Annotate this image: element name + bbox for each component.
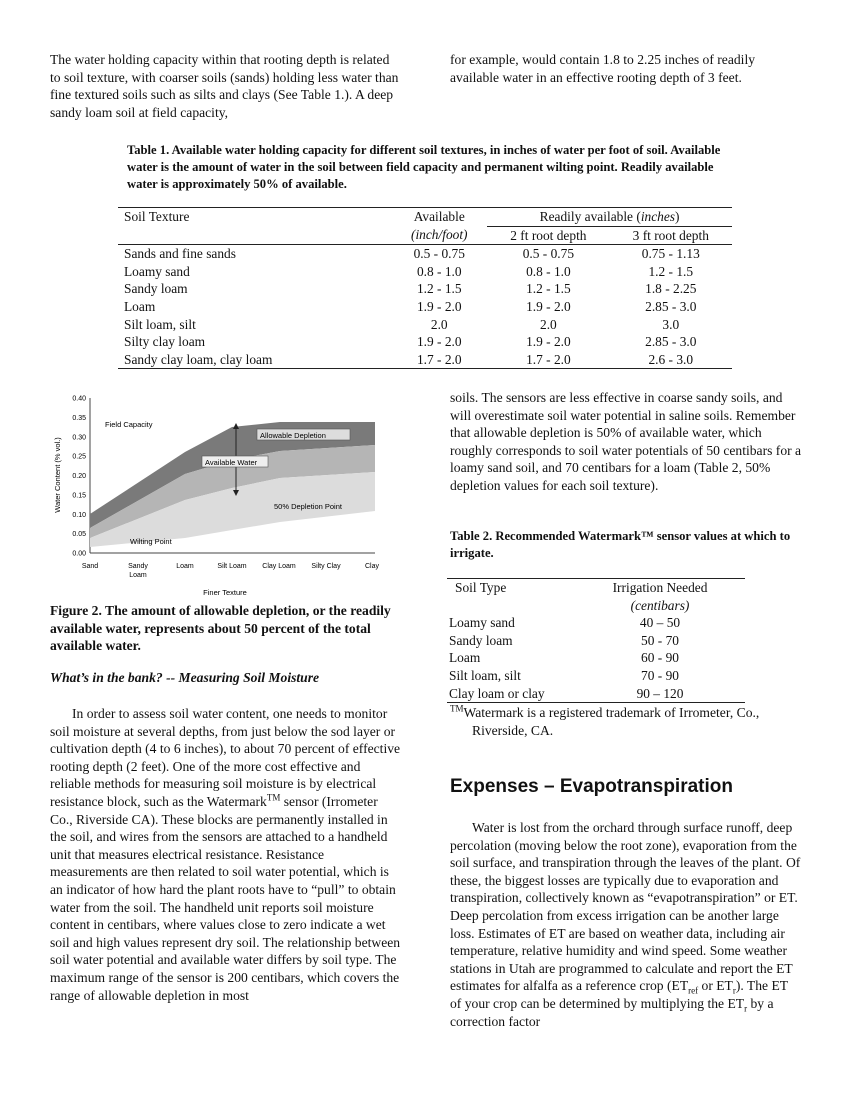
label-available-water: Available Water <box>205 458 258 467</box>
table2-cell-value: 70 - 90 <box>641 667 679 683</box>
label-allowable-depletion: Allowable Depletion <box>260 431 326 440</box>
table2-header-unit: (centibars) <box>630 597 690 613</box>
table1-cell-d3: 0.75 - 1.13 <box>641 246 700 262</box>
table2-footnote: ™Watermark is a registered trademark of Irrometer, Co., Riverside, CA. <box>450 703 760 738</box>
table1-header-2ft: 2 ft root depth <box>510 227 587 243</box>
y-tick-label: 0.20 <box>72 473 86 480</box>
table1-cell-d2: 1.9 - 2.0 <box>526 298 571 314</box>
table1-caption: Table 1. Available water holding capacity for different soil textures, in inches of water per foot of soil. Available water is the amount of water in the soil between field capacity and permanent wilting point. Readily available water is approximately 50% of available. <box>127 143 721 191</box>
soils-paragraph: soils. The sensors are less effective in coarse sandy soils, and will overestimate soil water potential in saline soils. Remember that allowable depletion is 50% of available water, which roughly corresponds to soil water potentials of 50 centibars for a loamy sand soil, and 70 centibars for a loam (Table 2, 50% depletion values for each soil texture). <box>450 390 802 493</box>
table2-cell-value: 50 - 70 <box>641 632 679 648</box>
table1-header-available: Available <box>413 209 465 225</box>
table1-cell-texture: Sandy loam <box>124 281 188 297</box>
bank-paragraph: In order to assess soil water content, one needs to monitor soil moisture at several depths, from just below the sod layer or cultivation depth (4 to 6 inches), to about 70 percent of effective rooting depth (2 feet). One of the more cost effective and reliable methods for measuring soil moisture is by electrical resistance block, such as the Watermark™ sensor (Irrometer Co., Riverside CA). These blocks are permanently installed in the soil, and wires from the sensors are attached to a handheld unit that measures electrical resistance. Resistance measurements are then related to soil water potential, which is an indicator of how hard the plant roots have to “pull” to obtain water from the soil. The handheld unit reports soil moisture content in centibars, where values close to zero indicate a wet soil and high values represent dry soil. The relationship between soil water potential and available water differs by soil type. The maximum range of the sensor is 200 centibars, which covers the range of allowable depletion in most <box>50 706 401 1003</box>
table2-header-row <box>447 579 745 597</box>
table1-cell-texture: Loam <box>124 298 156 314</box>
x-tick-label: Silt Loam <box>217 563 247 570</box>
x-tick-label: Loam <box>176 563 194 570</box>
table1-cell-available: 1.9 - 2.0 <box>416 298 462 314</box>
section-heading-bank: What’s in the bank? -- Measuring Soil Moisture <box>50 670 320 685</box>
table-row <box>118 316 732 334</box>
figure2-caption: Figure 2. The amount of allowable depletion, or the readily available water, represents about 50 percent of the total available water. <box>50 603 391 654</box>
table1-header-row <box>118 208 732 227</box>
table1-subheader-row <box>118 226 732 245</box>
table2-header-type: Soil Type <box>455 580 507 595</box>
y-tick-label: 0.25 <box>72 453 86 461</box>
intro-paragraph-right: for example, would contain 1.8 to 2.25 inches of readily available water in an effective rooting depth of 3 feet. <box>450 52 756 85</box>
table1-cell-d2: 1.9 - 2.0 <box>526 334 571 350</box>
table-row <box>118 351 732 369</box>
table2-cell-value: 60 - 90 <box>641 650 679 666</box>
table1-cell-d3: 2.85 - 3.0 <box>645 298 697 314</box>
table1 <box>118 207 732 369</box>
y-tick-label: 0.40 <box>72 395 86 403</box>
label-wilting-point: Wilting Point <box>130 537 172 546</box>
y-tick-label: 0.00 <box>72 550 86 558</box>
table1-cell-available: 0.8 - 1.0 <box>416 263 462 279</box>
table-row <box>118 263 732 281</box>
table-row <box>118 245 732 263</box>
table-row <box>118 333 732 351</box>
table-row <box>447 685 745 703</box>
table2-unit-row <box>447 597 745 615</box>
table1-cell-d3: 2.6 - 3.0 <box>648 351 694 367</box>
table2-cell-value: 90 – 120 <box>636 685 684 701</box>
x-axis-label: Finer Texture <box>203 588 247 597</box>
table2-cell-value: 40 – 50 <box>639 615 681 631</box>
y-tick-label: 0.15 <box>72 492 86 500</box>
table1-header-available-unit: (inch/foot) <box>410 227 468 243</box>
x-tick-label: Sandy Loam <box>128 563 148 579</box>
table1-body <box>118 245 732 369</box>
x-tick-label: Clay Loam <box>262 563 296 570</box>
table2-caption: Table 2. Recommended Watermark™ sensor values at which to irrigate. <box>450 529 791 560</box>
table1-cell-d2: 0.8 - 1.0 <box>526 263 571 279</box>
label-50-depletion: 50% Depletion Point <box>274 502 342 511</box>
table1-cell-d2: 1.2 - 1.5 <box>526 281 571 297</box>
y-tick-label: 0.05 <box>72 531 86 539</box>
table1-cell-d3: 1.8 - 2.25 <box>645 281 697 297</box>
x-tick-label: Sand <box>81 563 99 570</box>
figure2-chart <box>50 390 390 600</box>
table2-body <box>447 614 745 702</box>
section-heading-expenses: Expenses – Evapotranspiration <box>450 776 733 797</box>
table-row <box>447 632 745 650</box>
table-row <box>447 614 745 632</box>
table1-header-texture: Soil Texture <box>124 209 190 225</box>
table1-cell-available: 2.0 <box>430 316 448 332</box>
table-row <box>447 667 745 685</box>
table1-cell-available: 1.2 - 1.5 <box>416 281 462 297</box>
table2-cell-type: Clay loam or clay <box>449 685 545 701</box>
x-tick-label: Silty Clay <box>311 563 341 570</box>
y-tick-label: 0.30 <box>72 434 86 442</box>
table-row <box>447 649 745 667</box>
table1-header-3ft: 3 ft root depth <box>632 227 709 243</box>
table2-cell-type: Loamy sand <box>449 615 515 631</box>
table1-cell-available: 1.7 - 2.0 <box>416 351 462 367</box>
y-tick-label: 0.35 <box>72 414 86 422</box>
x-tick-label: Clay <box>364 563 380 570</box>
table2-cell-type: Sandy loam <box>449 632 513 648</box>
table1-cell-texture: Loamy sand <box>124 263 190 279</box>
et-paragraph: Water is lost from the orchard through surface runoff, deep percolation (moving below the root zone), evaporation from the soil surface, and transpiration through the leaves of the plant. Of these, the biggest losses are typically due to evaporation and transpiration, collectively known as “evapotranspiration” or ET. Deep percolation from excess irrigation can be another large loss. Estimates of ET are based on weather data, including air temperature, relative humidity and wind speed. Some weather stations in Utah are programmed to calculate and report the ET estimates for alfalfa as a reference crop ($ET_{ref}$ or $ET_r$). The ET of your crop can be determined by multiplying the $ET_r$ by a correction factor <box>450 820 801 1029</box>
table1-cell-texture: Silty clay loam <box>124 334 206 350</box>
table1-cell-texture: Sands and fine sands <box>124 246 236 262</box>
table1-cell-d2: 0.5 - 0.75 <box>522 246 575 262</box>
table-row <box>118 280 732 298</box>
table1-cell-d3: 3.0 <box>662 316 680 332</box>
x-ticks <box>82 563 380 579</box>
table1-cell-available: 0.5 - 0.75 <box>413 246 465 262</box>
table-row <box>118 298 732 316</box>
table1-header-readily: Readily available (inches) <box>487 208 732 227</box>
table2 <box>447 578 745 703</box>
table1-cell-texture: Sandy clay loam, clay loam <box>124 351 273 367</box>
table2-header-needed: Irrigation Needed <box>612 580 708 595</box>
table1-cell-d3: 2.85 - 3.0 <box>645 334 697 350</box>
table2-cell-type: Silt loam, silt <box>449 667 521 683</box>
label-field-capacity: Field Capacity <box>105 420 153 429</box>
y-axis-label: Water Content (% vol.) <box>53 437 62 513</box>
table1-cell-d2: 2.0 <box>540 316 557 332</box>
table2-cell-type: Loam <box>449 650 481 666</box>
y-tick-label: 0.10 <box>72 511 86 519</box>
table1-cell-texture: Silt loam, silt <box>124 316 196 332</box>
table1-cell-d2: 1.7 - 2.0 <box>526 351 571 367</box>
y-ticks <box>72 396 86 558</box>
table1-cell-d3: 1.2 - 1.5 <box>648 263 694 279</box>
intro-paragraph-left: The water holding capacity within that rooting depth is related to soil texture, with coarser soils (sands) holding less water than fine textured soils such as silts and clays (See Table 1.). A deep sandy loam soil at field capacity, <box>50 52 399 120</box>
table1-cell-available: 1.9 - 2.0 <box>416 334 462 350</box>
